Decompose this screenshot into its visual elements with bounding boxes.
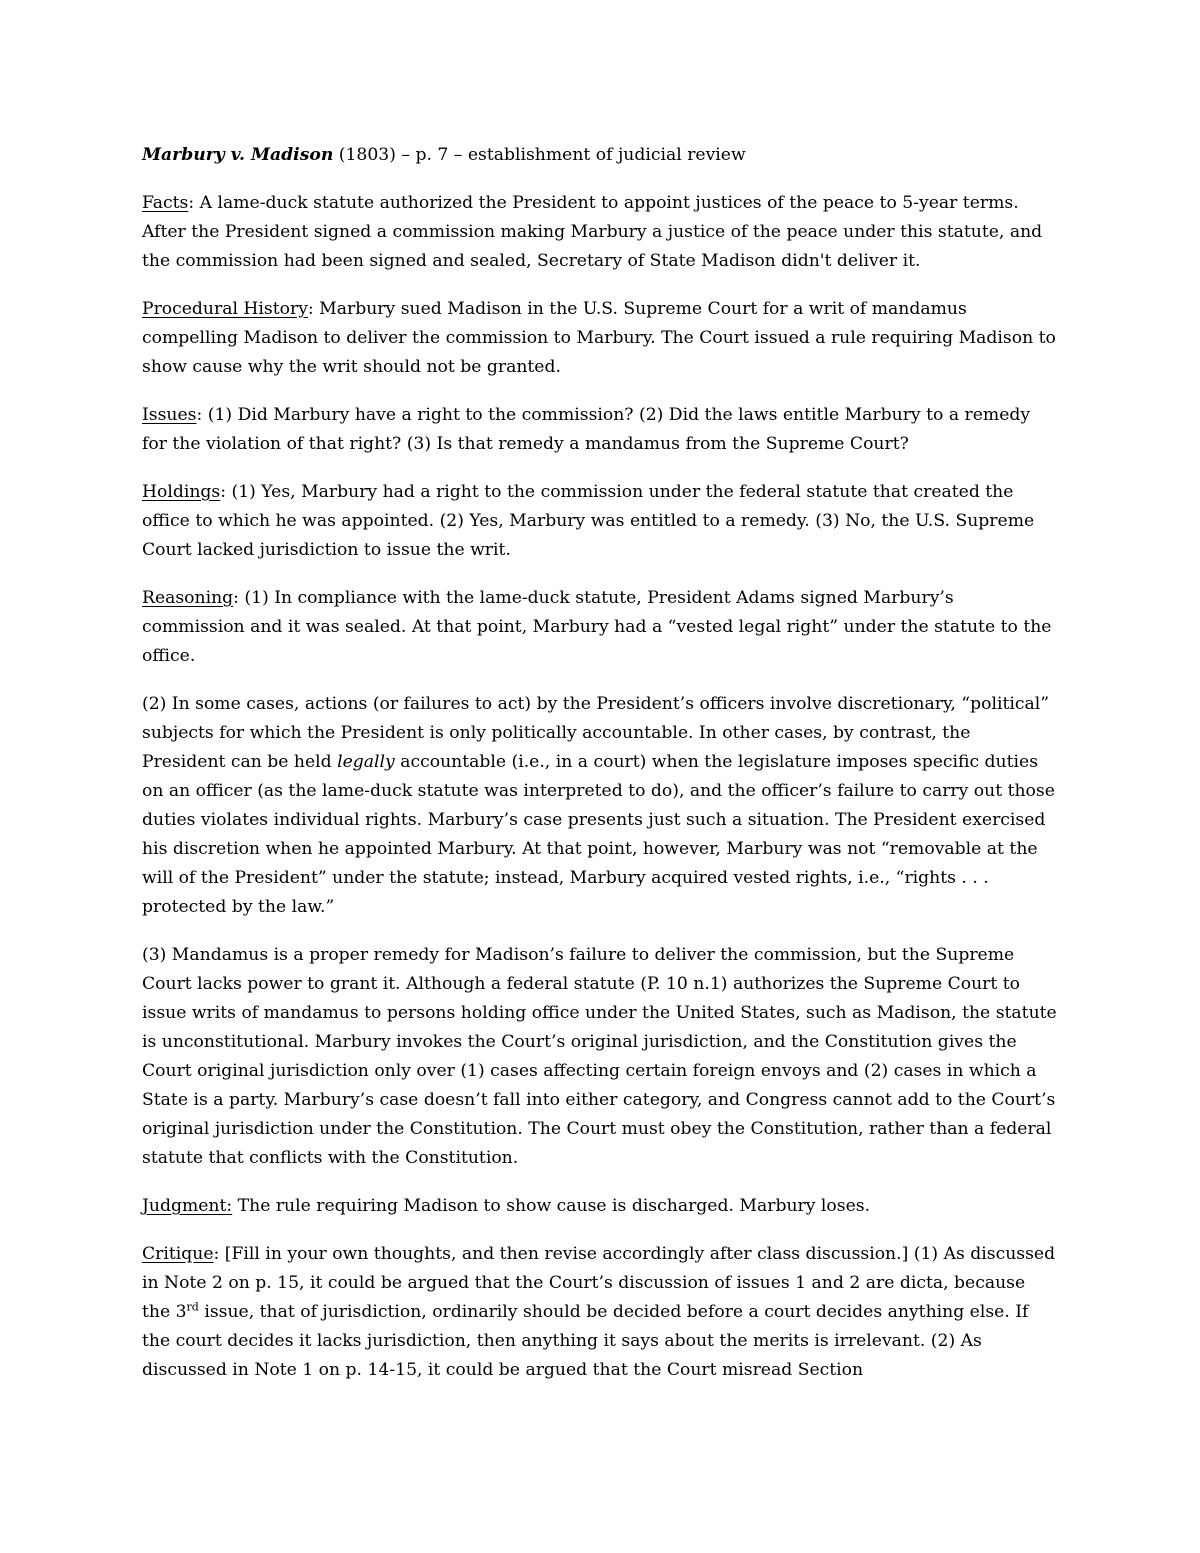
critique-paragraph [142, 1240, 1057, 1385]
reasoning-3-text: (3) Mandamus is a proper remedy for Madison’s failure to deliver the commission, but the Supreme Court lacks power to grant it. Although a federal statute (P. 10 n.1) authorizes the Supreme Court to issue writs of mandamus to persons holding office under the United States, such as Madison, the statute is unconstitutional. Marbury invokes the Court’s original jurisdiction, and the Constitution gives the Court original jurisdiction only over (1) cases affecting certain foreign envoys and (2) cases in which a State is a party. Marbury’s case doesn’t fall into either category, and Congress cannot add to the Court’s original jurisdiction under the Constitution. The Court must obey the Constitution, rather than a federal statute that conflicts with the Constitution. [142, 945, 1057, 1168]
issues-label: Issues [142, 405, 197, 425]
reasoning-3-paragraph [142, 941, 1057, 1173]
critique-before: : [Fill in your own thoughts, and then revise accordingly after class discussion.] (1) As discussed in Note 2 on p. 15, it could be argued that the Court’s discussion of issues 1 and 2 are dicta, because the 3 [142, 1244, 1056, 1322]
reasoning-label: Reasoning [142, 588, 234, 608]
judgment-paragraph [142, 1192, 1057, 1221]
holdings-text: : (1) Yes, Marbury had a right to the commission under the federal statute that created the office to which he was appointed. (2) Yes, Marbury was entitled to a remedy. (3) No, the U.S. Supreme Court lacked jurisdiction to issue the writ. [142, 482, 1035, 560]
critique-after: issue, that of jurisdiction, ordinarily should be decided before a court decides anything else. If the court decides it lacks jurisdiction, then anything it says about the merits is irrelevant. (2) As discussed in Note 1 on p. 14-15, it could be argued that the Court misread Section [142, 1302, 1029, 1380]
procedural-history-label: Procedural History [142, 299, 308, 319]
case-title [142, 141, 1057, 170]
procedural-history-paragraph [142, 295, 1057, 382]
reasoning-2-after: accountable (i.e., in a court) when the legislature imposes specific duties on an officer (as the lame-duck statute was interpreted to do), and the officer’s failure to carry out those duties violates individual rights. Marbury’s case presents just such a situation. The President exercised his discretion when he appointed Marbury. At that point, however, Marbury was not “removable at the will of the President” under the statute; instead, Marbury acquired vested rights, i.e., “rights . . . protected by the law.” [142, 752, 1055, 917]
holdings-paragraph [142, 478, 1057, 565]
facts-text: : A lame-duck statute authorized the President to appoint justices of the peace to 5-year terms. After the President signed a commission making Marbury a justice of the peace under this statute, and the commission had been signed and sealed, Secretary of State Madison didn't deliver it. [142, 193, 1043, 271]
document-body [142, 141, 1057, 1404]
facts-label: Facts [142, 193, 189, 213]
case-title-rest: (1803) – p. 7 – establishment of judicial review [333, 145, 746, 165]
facts-paragraph [142, 189, 1057, 276]
issues-text: : (1) Did Marbury have a right to the commission? (2) Did the laws entitle Marbury to a remedy for the violation of that right? (3) Is that remedy a mandamus from the Supreme Court? [142, 405, 1031, 454]
critique-superscript: rd [186, 1300, 199, 1314]
holdings-label: Holdings [142, 482, 221, 502]
judgment-text: The rule requiring Madison to show cause is discharged. Marbury loses. [232, 1196, 871, 1216]
reasoning-2-emphasis: legally [337, 752, 395, 772]
reasoning-text: : (1) In compliance with the lame-duck statute, President Adams signed Marbury’s commission and it was sealed. At that point, Marbury had a “vested legal right” under the statute to the office. [142, 588, 1052, 666]
reasoning-2-paragraph [142, 690, 1057, 922]
procedural-history-text: : Marbury sued Madison in the U.S. Supreme Court for a writ of mandamus compelling Madison to deliver the commission to Marbury. The Court issued a rule requiring Madison to show cause why the writ should not be granted. [142, 299, 1056, 377]
reasoning-2-before: (2) In some cases, actions (or failures to act) by the President’s officers involve discretionary, “political” subjects for which the President is only politically accountable. In other cases, by contrast, the President can be held [142, 694, 1049, 772]
judgment-label: Judgment: [142, 1196, 233, 1216]
issues-paragraph [142, 401, 1057, 459]
critique-label: Critique [142, 1244, 214, 1264]
reasoning-paragraph [142, 584, 1057, 671]
case-name: Marbury v. Madison [142, 145, 334, 165]
